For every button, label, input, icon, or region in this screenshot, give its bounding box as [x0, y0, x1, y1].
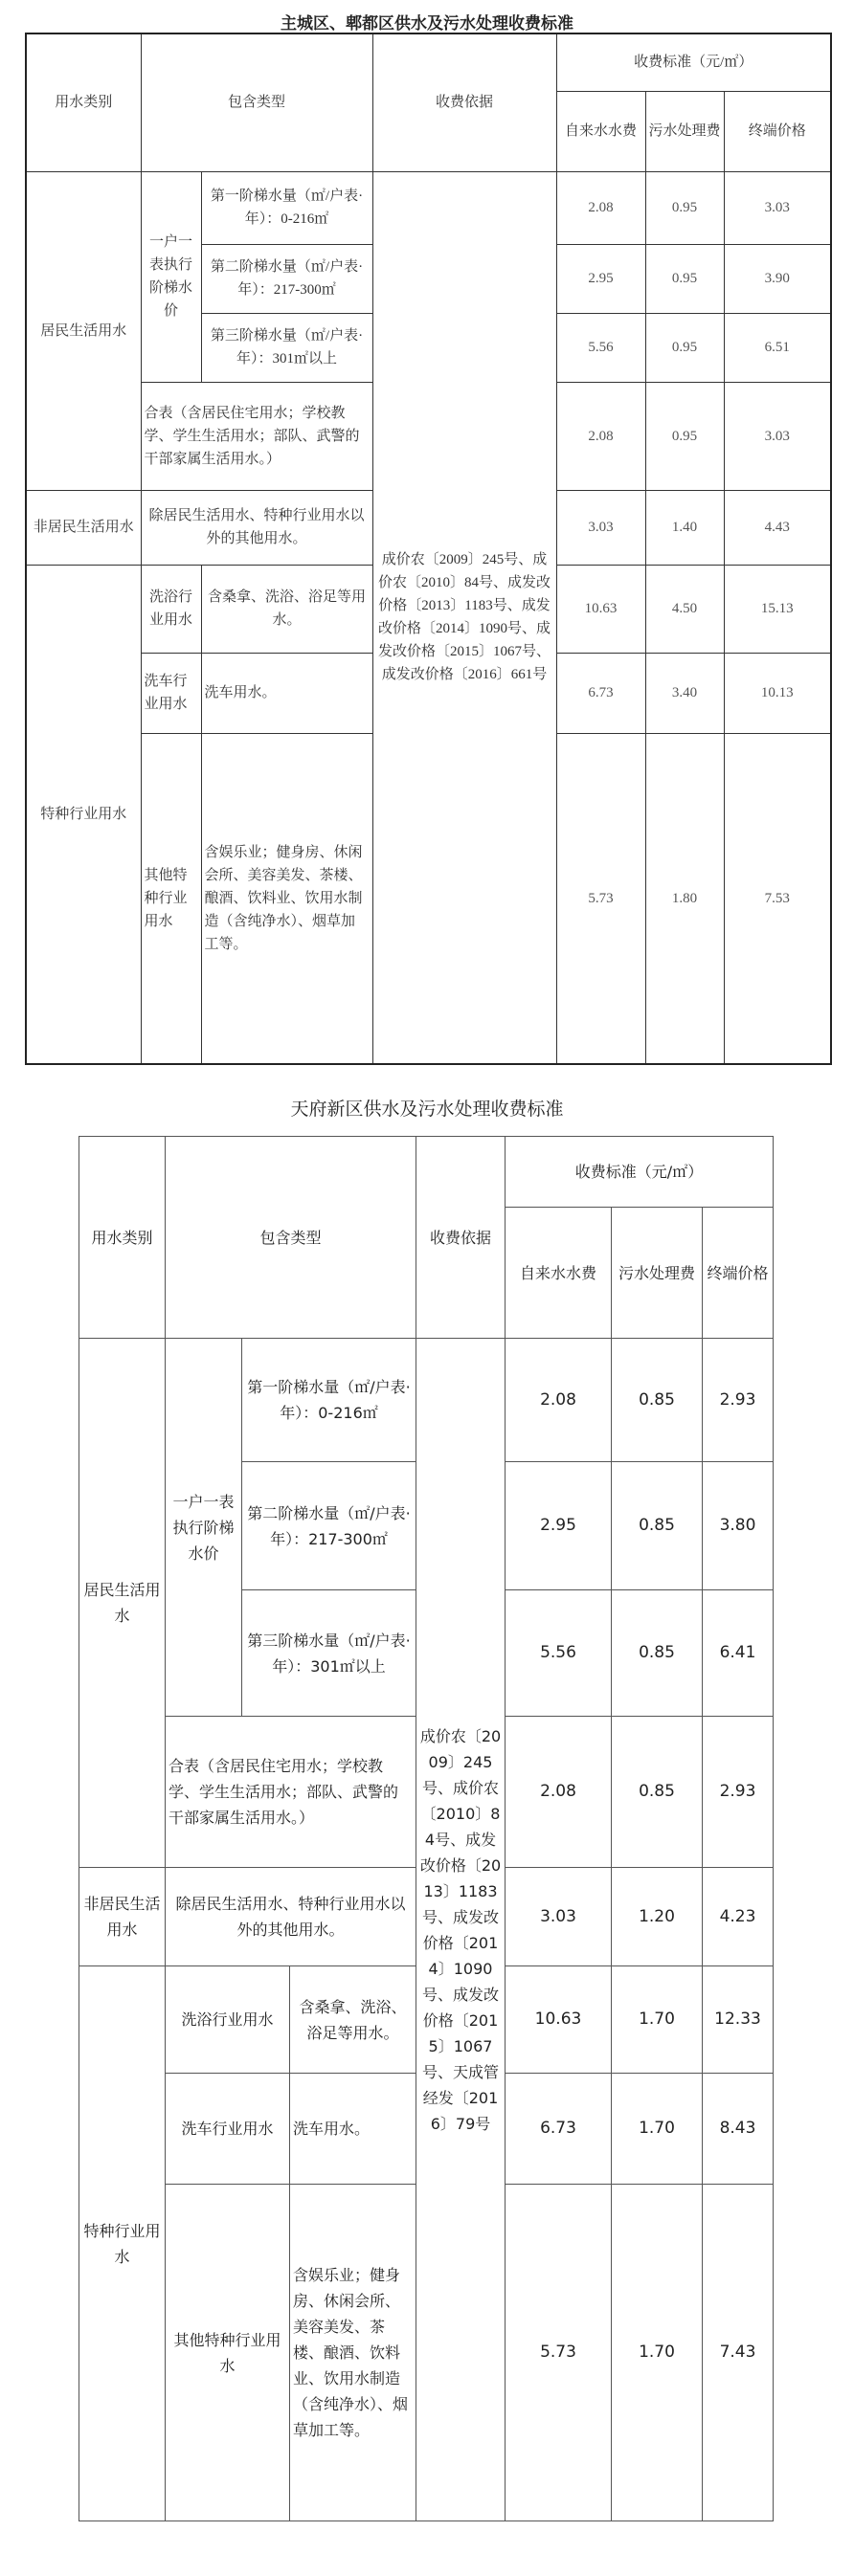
final-price: 15.13: [724, 565, 831, 653]
header-basis: 收费依据: [416, 1137, 506, 1339]
sewage-fee: 0.85: [612, 1717, 703, 1868]
carwash-desc: 洗车用水。: [290, 2074, 416, 2185]
tier3-desc: 第三阶梯水量（㎡/户表·年）：301㎡以上: [242, 1590, 416, 1717]
sewage-fee: 0.95: [645, 244, 724, 313]
table-row: [79, 1339, 774, 1462]
category-nonresidential: 非居民生活用水: [26, 490, 141, 565]
tap-fee: 2.08: [556, 382, 645, 490]
sewage-fee: 1.20: [612, 1868, 703, 1966]
header-sewage: 污水处理费: [645, 91, 724, 171]
sewage-fee: 1.80: [645, 733, 724, 1064]
table-row: [26, 171, 831, 244]
nonres-desc: 除居民生活用水、特种行业用水以外的其他用水。: [141, 490, 372, 565]
table2-title: 天府新区供水及污水处理收费标准: [290, 1099, 564, 1120]
combined-desc: 合表（含居民住宅用水；学校教学、学生生活用水；部队、武警的干部家属生活用水。）: [166, 1717, 416, 1868]
tap-fee: 2.95: [506, 1462, 612, 1590]
tier3-desc: 第三阶梯水量（㎡/户表·年）：301㎡以上: [201, 313, 372, 382]
header-sewage: 污水处理费: [612, 1208, 703, 1339]
bath-desc: 含桑拿、洗浴、浴足等用水。: [290, 1966, 416, 2074]
category-residential: 居民生活用水: [79, 1339, 166, 1868]
bath-desc: 含桑拿、洗浴、浴足等用水。: [201, 565, 372, 653]
final-price: 2.93: [703, 1339, 774, 1462]
final-price: 12.33: [703, 1966, 774, 2074]
final-price: 8.43: [703, 2074, 774, 2185]
header-category: 用水类别: [79, 1137, 166, 1339]
final-price: 3.03: [724, 382, 831, 490]
final-price: 6.51: [724, 313, 831, 382]
carwash-label: 洗车行业用水: [141, 653, 201, 733]
sewage-fee: 1.70: [612, 1966, 703, 2074]
tap-fee: 3.03: [556, 490, 645, 565]
header-category: 用水类别: [26, 33, 141, 171]
header-types: 包含类型: [141, 33, 372, 171]
tier1-desc: 第一阶梯水量（㎡/户表·年）：0-216㎡: [242, 1339, 416, 1462]
tap-fee: 2.08: [556, 171, 645, 244]
other-label: 其他特种行业用水: [166, 2185, 290, 2521]
tap-fee: 5.73: [506, 2185, 612, 2521]
bath-label: 洗浴行业用水: [166, 1966, 290, 2074]
tap-fee: 6.73: [556, 653, 645, 733]
category-residential: 居民生活用水: [26, 171, 141, 490]
sewage-fee: 0.85: [612, 1590, 703, 1717]
tianfu-fee-table: [79, 1136, 774, 2521]
other-desc: 含娱乐业；健身房、休闲会所、美容美发、茶楼、酿酒、饮料业、饮用水制造（含纯净水）、烟草加工等。: [290, 2185, 416, 2521]
basis-text: 成价农〔2009〕245号、成价农〔2010〕84号、成发改价格〔2013〕1183号、成发改价格〔2014〕1090号、成发改价格〔2015〕1067号、天成管经发〔2016〕79号: [416, 1339, 506, 2521]
final-price: 10.13: [724, 653, 831, 733]
header-basis: 收费依据: [372, 33, 556, 171]
carwash-desc: 洗车用水。: [201, 653, 372, 733]
bath-label: 洗浴行业用水: [141, 565, 201, 653]
tier2-desc: 第二阶梯水量（㎡/户表·年）：217-300㎡: [201, 244, 372, 313]
tap-fee: 2.08: [506, 1717, 612, 1868]
other-desc: 含娱乐业；健身房、休闲会所、美容美发、茶楼、酿酒、饮料业、饮用水制造（含纯净水）、烟草加工等。: [201, 733, 372, 1064]
final-price: 2.93: [703, 1717, 774, 1868]
tap-fee: 2.08: [506, 1339, 612, 1462]
other-label: 其他特种行业用水: [141, 733, 201, 1064]
combined-desc: 合表（含居民住宅用水；学校教学、学生生活用水；部队、武警的干部家属生活用水。）: [141, 382, 372, 490]
final-price: 3.80: [703, 1462, 774, 1590]
header-final: 终端价格: [724, 91, 831, 171]
tier1-desc: 第一阶梯水量（㎡/户表·年）：0-216㎡: [201, 171, 372, 244]
sewage-fee: 0.95: [645, 171, 724, 244]
sewage-fee: 0.95: [645, 313, 724, 382]
sewage-fee: 0.95: [645, 382, 724, 490]
final-price: 7.53: [724, 733, 831, 1064]
tiered-label: 一户一表执行阶梯水价: [166, 1339, 242, 1717]
tap-fee: 2.95: [556, 244, 645, 313]
sewage-fee: 4.50: [645, 565, 724, 653]
tap-fee: 5.73: [556, 733, 645, 1064]
final-price: 3.90: [724, 244, 831, 313]
category-special: 特种行业用水: [26, 565, 141, 1064]
nonres-desc: 除居民生活用水、特种行业用水以外的其他用水。: [166, 1868, 416, 1966]
sewage-fee: 1.70: [612, 2074, 703, 2185]
tap-fee: 5.56: [556, 313, 645, 382]
header-standard: 收费标准（元/㎡）: [556, 33, 831, 91]
tap-fee: 5.56: [506, 1590, 612, 1717]
tap-fee: 6.73: [506, 2074, 612, 2185]
header-types: 包含类型: [166, 1137, 416, 1339]
main-district-fee-table: [25, 33, 832, 1065]
final-price: 4.23: [703, 1868, 774, 1966]
header-standard: 收费标准（元/㎡）: [506, 1137, 774, 1208]
category-nonresidential: 非居民生活用水: [79, 1868, 166, 1966]
final-price: 6.41: [703, 1590, 774, 1717]
final-price: 4.43: [724, 490, 831, 565]
sewage-fee: 0.85: [612, 1462, 703, 1590]
sewage-fee: 0.85: [612, 1339, 703, 1462]
category-special: 特种行业用水: [79, 1966, 166, 2521]
carwash-label: 洗车行业用水: [166, 2074, 290, 2185]
basis-text: 成价农〔2009〕245号、成价农〔2010〕84号、成发改价格〔2013〕1183号、成发改价格〔2014〕1090号、成发改价格〔2015〕1067号、成发改价格〔2016〕661号: [372, 171, 556, 1064]
header-final: 终端价格: [703, 1208, 774, 1339]
header-tap: 自来水水费: [556, 91, 645, 171]
tap-fee: 10.63: [556, 565, 645, 653]
tier2-desc: 第二阶梯水量（㎡/户表·年）：217-300㎡: [242, 1462, 416, 1590]
tap-fee: 3.03: [506, 1868, 612, 1966]
final-price: 7.43: [703, 2185, 774, 2521]
sewage-fee: 1.70: [612, 2185, 703, 2521]
tap-fee: 10.63: [506, 1966, 612, 2074]
tiered-label: 一户一表执行阶梯水价: [141, 171, 201, 382]
sewage-fee: 3.40: [645, 653, 724, 733]
sewage-fee: 1.40: [645, 490, 724, 565]
header-tap: 自来水水费: [506, 1208, 612, 1339]
table1-title: 主城区、郫都区供水及污水处理收费标准: [281, 14, 573, 33]
final-price: 3.03: [724, 171, 831, 244]
